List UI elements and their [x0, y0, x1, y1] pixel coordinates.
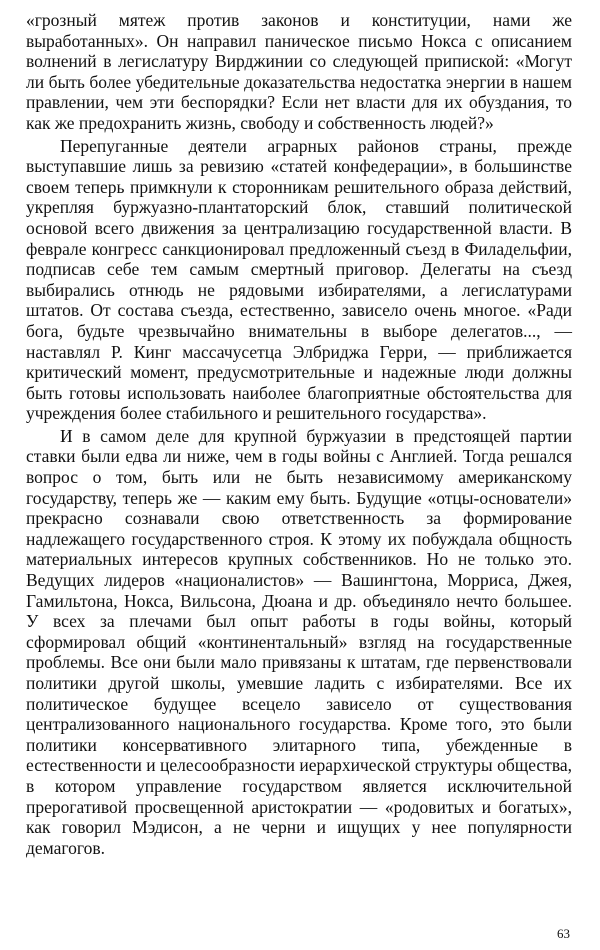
- page-number: 63: [557, 926, 570, 941]
- paragraph-2: Перепуганные деятели аграрных районов страны, прежде выступавшие лишь за ревизию «статей конфедерации», в большинстве своем теперь примкнули к сторонникам решительного образа действий, укрепляя буржуазно-плантаторский блок, ставший политической основой всего движения за централизацию государственной власти. В феврале конгресс санкционировал предложенный съезд в Филадельфии, подписав себе тем самым смертный приговор. Делегаты на съезд выбирались отнюдь не рядовыми избирателями, а легислатурами штатов. От состава съезда, естественно, зависело очень многое. «Ради бога, будьте чрезвычайно внимательны в выборе делегатов..., — наставлял Р. Кинг массачусетца Элбриджа Герри, — приближается критический момент, предусмотрительные и надежные люди должны быть готовы использовать наиболее благоприятные обстоятельства для учреждения более стабильного и решительного государства».: [26, 135, 572, 424]
- paragraph-1: «грозный мятеж против законов и конституции, нами же выработанных». Он направил паническое письмо Нокса с описанием волнений в легислатуру Вирджинии со следующей припиской: «Могут ли быть более убедительные доказательства недостатка энергии в нашем правлении, чем эти беспорядки? Если нет власти для их обуздания, то как же предохранить жизнь, свободу и собственность людей?»: [26, 10, 572, 133]
- paragraph-3: И в самом деле для крупной буржуазии в предстоящей партии ставки были едва ли ниже, чем в годы войны с Англией. Тогда решался вопрос о том, быть или не быть независимому американскому государству, теперь же — каким ему быть. Будущие «отцы-основатели» прекрасно сознавали свою ответственность за формирование надлежащего государственного строя. К этому их побуждала общность материальных интересов крупных собственников. Но не только это. Ведущих лидеров «националистов» — Вашингтона, Морриса, Джея, Гамильтона, Нокса, Вильсона, Дюана и др. объединяло нечто большее. У всех за плечами был опыт работы в годы войны, который сформировал общий «континентальный» взгляд на государственные проблемы. Все они были мало привязаны к штатам, где первенствовали политики другой школы, умевшие ладить с избирателями. Все их политическое будущее всецело зависело от существования централизованного национального государства. Кроме того, это были политики консервативного элитарного типа, убежденные в естественности и целесообразности иерархической структуры общества, в котором управление государством является исключительной прерогативой просвещенной аристократии — «родовитых и богатых», как говорил Мэдисон, а не черни и ищущих у нее популярности демагогов.: [26, 425, 572, 858]
